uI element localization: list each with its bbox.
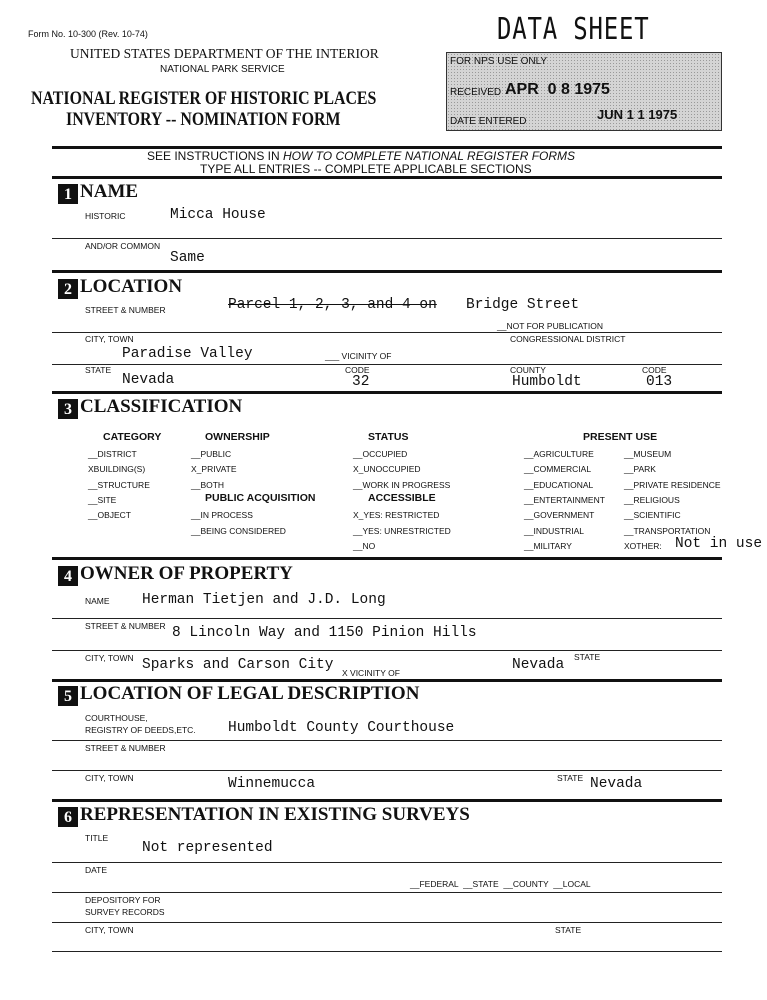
divider	[52, 740, 722, 741]
service-name: NATIONAL PARK SERVICE	[160, 64, 285, 75]
nps-use-box	[446, 52, 722, 131]
department-name: UNITED STATES DEPARTMENT OF THE INTERIOR	[70, 46, 379, 61]
common-name-label: AND/OR COMMON	[85, 241, 161, 251]
form-title-line1: NATIONAL REGISTER OF HISTORIC PLACES	[31, 89, 377, 109]
present-use-option: __MILITARY	[524, 540, 572, 551]
received-label: RECEIVED	[450, 87, 502, 98]
divider	[52, 618, 722, 619]
owner-city-label: CITY, TOWN	[85, 653, 134, 663]
survey-state-label: STATE	[555, 925, 582, 935]
present-use-option: __PARK	[624, 464, 656, 475]
divider	[52, 176, 722, 179]
district-label: CONGRESSIONAL DISTRICT	[510, 334, 626, 344]
instructions-line2: TYPE ALL ENTRIES -- COMPLETE APPLICABLE SECTIONS	[200, 162, 532, 176]
code-label: CODE	[345, 365, 370, 375]
category-option: __OBJECT	[88, 510, 131, 521]
section-title: NAME	[80, 181, 139, 202]
section-number: 2	[58, 279, 78, 299]
owner-name: Herman Tietjen and J.D. Long	[142, 592, 386, 608]
section-3-header	[58, 396, 242, 419]
historic-label: HISTORIC	[85, 211, 126, 221]
category-option: __DISTRICT	[88, 449, 137, 459]
received-date: APR 0 8 1975	[505, 81, 610, 98]
divider	[52, 770, 722, 771]
accessible-heading: ACCESSIBLE	[368, 492, 436, 504]
status-option: __OCCUPIED	[353, 449, 408, 459]
street-value: Bridge Street	[466, 297, 580, 313]
county-code-label: CODE	[642, 365, 667, 375]
present-use-option: __PRIVATE RESIDENCE	[624, 479, 721, 490]
present-use-option: __SCIENTIFIC	[624, 510, 681, 521]
divider	[52, 679, 722, 682]
ownership-option: __BOTH	[191, 479, 225, 490]
form-number: Form No. 10-300 (Rev. 10-74)	[28, 29, 148, 39]
divider	[52, 650, 722, 651]
divider	[52, 391, 722, 394]
state-value: Nevada	[122, 372, 175, 388]
survey-date-label: DATE	[85, 865, 108, 875]
section-number: 6	[58, 807, 78, 827]
owner-street-label: STREET & NUMBER	[85, 621, 166, 631]
date-entered-label: DATE ENTERED	[450, 116, 527, 127]
vicinity-label: ___ VICINITY OF	[325, 351, 392, 361]
section-1-header	[58, 181, 138, 204]
present-use-option: __TRANSPORTATION	[624, 525, 711, 536]
divider	[52, 364, 722, 365]
date-entered-value: JUN 1 1 1975	[597, 107, 678, 122]
street-label: STREET & NUMBER	[85, 305, 166, 315]
present-use-option: XOTHER:	[624, 540, 662, 551]
category-heading: CATEGORY	[103, 431, 162, 443]
category-option: XBUILDING(S)	[88, 464, 146, 475]
divider	[52, 557, 722, 560]
accessible-option: __NO	[353, 540, 376, 551]
owner-name-label: NAME	[85, 596, 110, 606]
state-code: 32	[352, 374, 370, 390]
section-2-header	[58, 276, 182, 299]
state-label: STATE	[85, 365, 112, 375]
depository-label2: SURVEY RECORDS	[85, 907, 165, 917]
divider	[52, 270, 722, 273]
legal-city: Winnemucca	[228, 776, 316, 792]
courthouse-value: Humboldt County Courthouse	[228, 720, 455, 736]
owner-street: 8 Lincoln Way and 1150 Pinion Hills	[172, 625, 477, 641]
survey-city-label: CITY, TOWN	[85, 925, 134, 935]
section-title: LOCATION	[80, 276, 183, 297]
section-title: CLASSIFICATION	[80, 396, 243, 417]
depository-label1: DEPOSITORY FOR	[85, 895, 161, 905]
divider	[52, 892, 722, 893]
present-use-other-value: Not in use	[675, 535, 763, 552]
section-title: LOCATION OF LEGAL DESCRIPTION	[80, 683, 420, 704]
present-use-option: __AGRICULTURE	[524, 449, 594, 459]
category-option: __SITE	[88, 494, 117, 505]
registry-label: REGISTRY OF DEEDS,ETC.	[85, 725, 196, 735]
status-option: X_UNOCCUPIED	[353, 464, 421, 475]
legal-city-label: CITY, TOWN	[85, 773, 134, 783]
status-heading: STATUS	[368, 431, 409, 443]
city-value: Paradise Valley	[122, 346, 253, 362]
divider	[52, 332, 722, 333]
section-number: 4	[58, 566, 78, 586]
ownership-heading: OWNERSHIP	[205, 431, 270, 443]
common-name: Same	[170, 250, 205, 266]
divider	[52, 951, 722, 952]
survey-title: Not represented	[142, 840, 273, 856]
owner-state: Nevada	[512, 657, 565, 673]
present-use-option: __ENTERTAINMENT	[524, 494, 605, 505]
legal-state-label: STATE	[557, 773, 584, 783]
section-4-header	[58, 563, 293, 586]
present-use-option: __MUSEUM	[624, 449, 672, 459]
owner-vicinity: X VICINITY OF	[342, 668, 400, 678]
divider	[52, 238, 722, 239]
divider	[52, 922, 722, 923]
section-number: 5	[58, 686, 78, 706]
divider	[52, 799, 722, 802]
courthouse-label: COURTHOUSE,	[85, 713, 148, 723]
legal-street-label: STREET & NUMBER	[85, 743, 166, 753]
street-struck: Parcel 1, 2, 3, and 4 on	[228, 297, 437, 313]
status-option: __WORK IN PROGRESS	[353, 479, 451, 490]
county-value: Humboldt	[512, 374, 582, 390]
instructions-prefix: SEE INSTRUCTIONS IN	[147, 149, 284, 163]
present-use-option: __GOVERNMENT	[524, 510, 595, 521]
instructions-title: HOW TO COMPLETE NATIONAL REGISTER FORMS	[283, 149, 576, 163]
accessible-option: __YES: UNRESTRICTED	[353, 525, 451, 536]
instructions-line1	[147, 149, 575, 163]
section-6-header	[58, 804, 470, 827]
present-use-option: __COMMERCIAL	[524, 464, 592, 475]
section-number: 3	[58, 399, 78, 419]
owner-state-label: STATE	[574, 652, 601, 662]
ownership-option: __PUBLIC	[191, 449, 232, 459]
present-use-option: __INDUSTRIAL	[524, 525, 584, 536]
survey-title-label: TITLE	[85, 833, 109, 843]
present-use-heading: PRESENT USE	[583, 431, 658, 443]
acquisition-heading: PUBLIC ACQUISITION	[205, 492, 316, 504]
legal-state: Nevada	[590, 776, 643, 792]
form-title-line2: INVENTORY -- NOMINATION FORM	[66, 110, 341, 130]
not-for-publication: __NOT FOR PUBLICATION	[497, 321, 603, 331]
survey-levels: __FEDERAL __STATE __COUNTY __LOCAL	[410, 879, 591, 889]
city-label: CITY, TOWN	[85, 334, 134, 344]
county-code: 013	[646, 374, 673, 390]
ownership-option: X_PRIVATE	[191, 464, 237, 475]
present-use-option: __RELIGIOUS	[624, 494, 680, 505]
present-use-option: __EDUCATIONAL	[524, 479, 594, 490]
acquisition-option: __BEING CONSIDERED	[191, 525, 286, 536]
section-5-header	[58, 683, 419, 706]
category-option: __STRUCTURE	[88, 479, 150, 490]
section-title: OWNER OF PROPERTY	[80, 563, 293, 584]
section-number: 1	[58, 184, 78, 204]
divider	[52, 862, 722, 863]
nps-heading: FOR NPS USE ONLY	[450, 56, 548, 67]
section-title: REPRESENTATION IN EXISTING SURVEYS	[80, 804, 470, 825]
accessible-option: X_YES: RESTRICTED	[353, 510, 440, 521]
data-sheet-stamp: DATA SHEET	[497, 12, 650, 47]
historic-name: Micca House	[170, 207, 266, 223]
acquisition-option: __IN PROCESS	[191, 510, 253, 521]
owner-city: Sparks and Carson City	[142, 657, 334, 673]
county-label: COUNTY	[510, 365, 546, 375]
